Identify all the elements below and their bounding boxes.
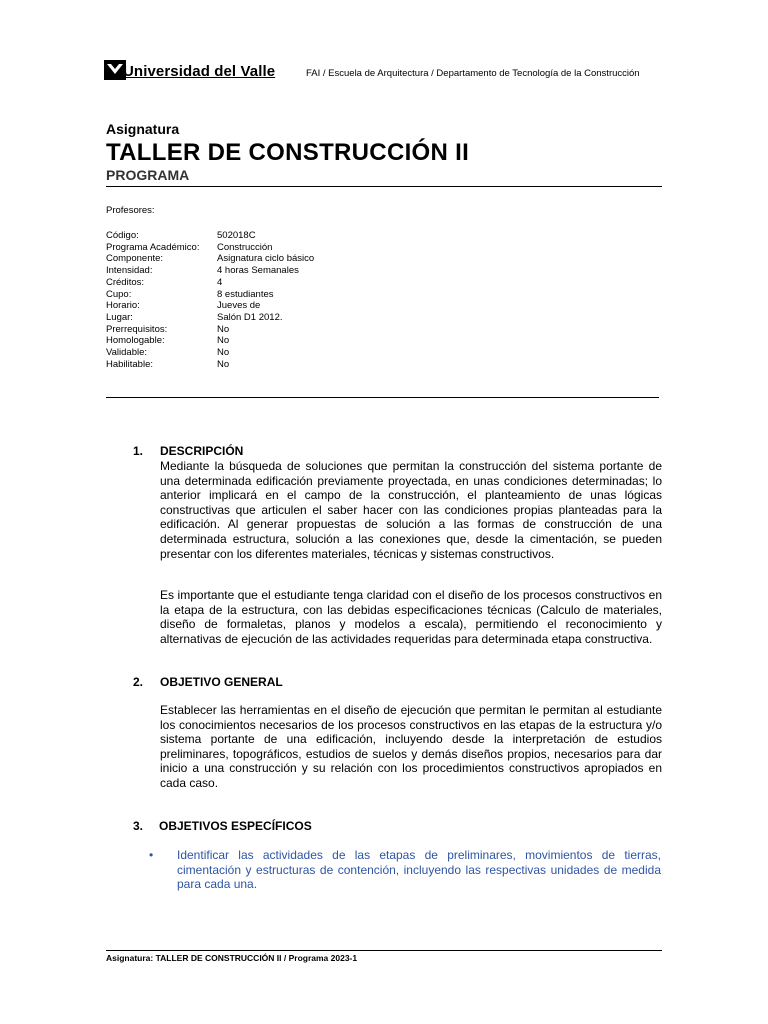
info-value: No [217,323,230,335]
footer-text: Asignatura: TALLER DE CONSTRUCCIÓN II / Programa 2023-1 [106,953,358,963]
section-3-title: OBJETIVOS ESPECÍFICOS [159,819,312,833]
info-value: No [217,358,230,370]
professors-label: Profesores: [106,205,155,216]
info-row-lugar [106,312,314,324]
section-3-number: 3. [133,819,144,833]
info-value: Construcción [217,241,273,253]
info-key: Programa Académico: [106,241,200,253]
info-value: No [217,335,230,347]
info-key: Homologable: [106,335,165,347]
info-value: Asignatura ciclo básico [217,253,315,265]
info-row-validable [106,347,314,359]
info-key: Validable: [106,347,148,359]
info-key: Intensidad: [106,265,153,277]
info-value: 4 horas Semanales [217,265,299,277]
program-label: PROGRAMA [106,167,190,183]
info-row-homologable [106,335,314,347]
course-title: TALLER DE CONSTRUCCIÓN II [106,139,470,166]
info-divider [106,397,659,398]
info-key: Cupo: [106,288,132,300]
info-key: Habilitable: [106,358,153,370]
title-divider [106,186,662,187]
info-row-componente [106,253,314,265]
header-department-path: FAI / Escuela de Arquitectura / Departamento de Tecnología de la Construcción [306,68,640,79]
info-row-intensidad [106,265,314,277]
info-row-cupo [106,289,314,301]
info-value: Salón D1 2012. [217,311,283,323]
section-3-bullet-1: Identificar las actividades de las etapas de preliminares, movimientos de tierras, cimentación y estructuras de contención, incluyendo las respectivas unidades de medida para cada una. [177,848,661,892]
section-1-number: 1. [133,444,144,458]
info-row-prerrequisitos [106,324,314,336]
info-value: No [217,347,230,359]
footer-divider [106,950,662,951]
info-key: Componente: [106,253,164,265]
info-key: Horario: [106,300,140,312]
info-row-programa [106,242,314,254]
section-2-number: 2. [133,675,144,689]
course-info-table [106,230,314,370]
section-1-paragraph-1: Mediante la búsqueda de soluciones que permitan la construcción del sistema portante de una determinada edificación previamente proyectada, en unas condiciones determinadas; lo anterior implicará en el campo de la construcción, el planteamiento de unas lógicas constructivas que articulen el saber hacer con las condiciones propias planteadas para la edificación. Al generar propuestas de solución a las formas de construcción de una determinada estructura, solución a las conexiones que, desde la cimentación, se pueden presentar con los diferentes materiales, técnicas y sistemas constructivos. [160,459,662,561]
section-2-paragraph: Establecer las herramientas en el diseño de ejecución que permitan le permitan al estudiante los conocimientos necesarios de los procesos constructivos en las etapas de la estructura y/o sistema portante de una edificación, incluyendo desde la interpretación de estudios preliminares, topográficos, estudios de suelos y demás diseños propios, necesarios para dar inicio a una construcción y su relación con los procedimientos constructivos apropiados en cada caso. [160,703,662,790]
info-key: Código: [106,230,139,241]
info-value: 4 [217,276,223,288]
section-1-title: DESCRIPCIÓN [160,444,244,458]
info-key: Créditos: [106,276,145,288]
info-key: Prerrequisitos: [106,323,168,335]
info-value: Jueves de [217,300,261,312]
info-row-habilitable [106,359,314,371]
info-row-codigo [106,230,314,242]
section-2-title: OBJETIVO GENERAL [160,675,283,689]
bullet-icon: • [149,848,154,862]
subject-label: Asignatura [106,121,180,137]
info-key: Lugar: [106,311,133,323]
info-value: 502018C [217,230,256,241]
info-value: 8 estudiantes [217,288,274,300]
info-row-horario [106,300,314,312]
university-name: Universidad del Valle [123,63,276,80]
section-1-paragraph-2: Es importante que el estudiante tenga claridad con el diseño de los procesos constructivos en la etapa de la estructura, con las debidas especificaciones técnicas (Calculo de materiales, diseño de formaletas, planos y modelos a escala), permitiendo el reconocimiento y alternativas de ejecución de las actividades requeridas para determinada etapa constructiva. [160,588,662,646]
info-row-creditos [106,277,314,289]
